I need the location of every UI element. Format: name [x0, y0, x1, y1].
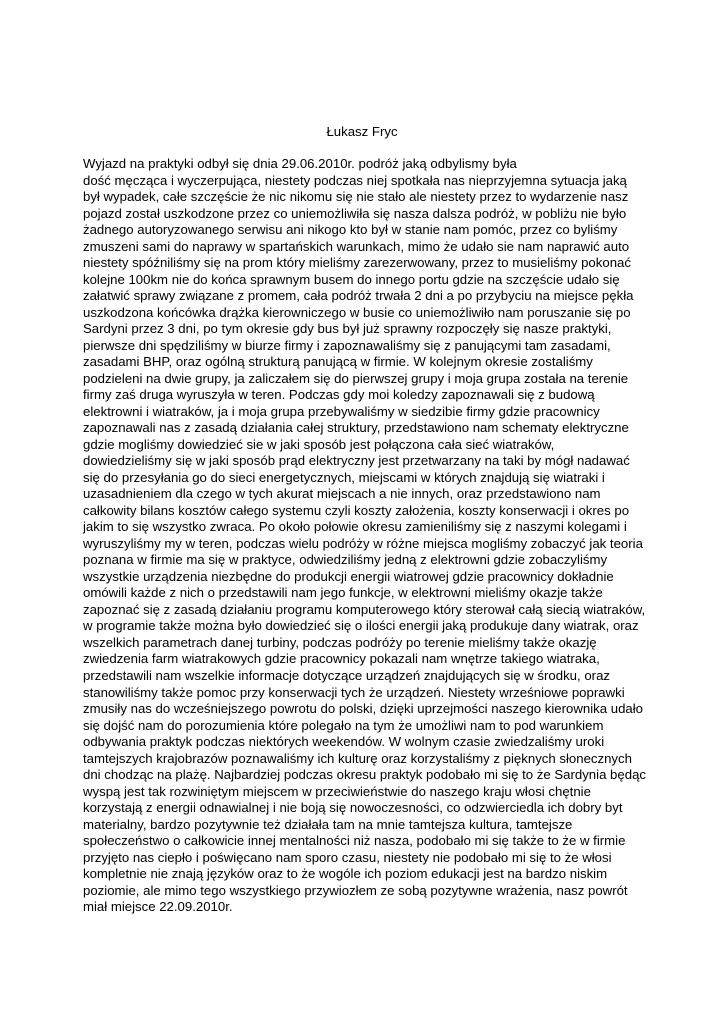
text-line: się do przesyłania go do sieci energetycznych, miejscami w których znajdują się wiatraki i	[83, 469, 605, 485]
text-line: kompletnie nie znają języków oraz to że wogóle ich poziom edukacji jest na bardzo niskim	[83, 866, 608, 882]
text-line: przedstawili nam wszelkie informacje dotyczące urządzeń znajdujących się w środku, oraz	[83, 667, 610, 683]
text-line: uzasadnieniem dla czego w tych akurat miejscach a nie innych, oraz przedstawiono nam	[83, 486, 601, 502]
text-line: był wypadek, całe szczęście że nic nikomu się nie stało ale niestety przez to wydarzenie nasz	[83, 189, 629, 205]
text-line: dość męcząca i wyczerpująca, niestety podczas niej spotkała nas nieprzyjemna sytuacja jaką	[83, 172, 627, 188]
text-line: poziomie, ale mimo tego wszystkiego przywiozłem ze sobą pozytywne wrażenia, nasz powrót	[83, 882, 628, 898]
text-line: stanowiliśmy także pomoc przy konserwacji tych że urządzeń. Niestety wrześniowe poprawki	[83, 684, 625, 700]
text-line: całkowity bilans kosztów całego systemu czyli koszty założenia, koszty konserwacji i okres po	[83, 502, 630, 518]
text-line: poznana w firmie ma się w praktyce, odwiedziliśmy jedną z elektrowni gdzie zobaczyliśmy	[83, 552, 608, 568]
text-line: gdzie mogliśmy dowiedzieć sie w jaki sposób jest połączona cała sieć wiatraków,	[83, 436, 555, 452]
text-line: tamtejszych krajobrazów poznawaliśmy ich kulturę oraz korzystaliśmy z pięknych słonecznych	[83, 750, 632, 766]
text-line: niestety spóźniliśmy się na prom który mieliśmy zarezerwowany, przez to musieliśmy pokonać	[83, 255, 631, 271]
text-line: kolejne 100km nie do końca sprawnym busem do innego portu gdzie na szczęście udało się	[83, 271, 620, 287]
author-name: Łukasz Fryc	[326, 124, 398, 139]
text-line: społeczeństwo o całkowicie innej mentalności niż nasza, podobało mi się także to że w firmie	[83, 833, 626, 849]
text-line: w programie także można było dowiedzieć się o ilości energii jaką produkuje dany wiatrak, oraz	[83, 618, 639, 634]
text-line: zasadami BHP, oraz ogólną strukturą panującą w firmie. W kolejnym okresie zostaliśmy	[83, 354, 593, 370]
text-line: wszystkie urządzenia niezbędne do produkcji energii wiatrowej gdzie pracownicy dokładnie	[83, 568, 614, 584]
text-line: dni chodząc na plażę. Najbardziej podczas okresu praktyk podobało mi się to że Sardynia będąc	[83, 767, 646, 783]
text-line: jakim to się wszystko zwraca. Po około połowie okresu zamieniliśmy się z naszymi kolegami i	[83, 519, 627, 535]
text-line: materialny, bardzo pozytywnie też działała tam na mnie tamtejsza kultura, tamtejsze	[83, 816, 573, 832]
text-line: załatwić sprawy związane z promem, cała podróż trwała 2 dni a po przybyciu na miejsce pękła	[83, 288, 634, 304]
text-line: uszkodzona końcówka drążka kierowniczego w busie co uniemożliwiło nam poruszanie się po	[83, 304, 631, 320]
text-line: wyspą jest tak rozwiniętym miejscem w przeciwieństwie do naszego kraju włosi chętnie	[83, 783, 591, 799]
text-line: Wyjazd na praktyki odbył się dnia 29.06.2010r. podróż jaką odbylismy była	[83, 156, 517, 171]
text-line: zapoznać się z zasadą działaniu programu komputerowego który sterował całą siecią wiatraków,	[83, 601, 646, 617]
text-line: zwiedzenia farm wiatrakowych gdzie pracownicy pokazali nam wnętrze takiego wiatraka,	[83, 651, 600, 667]
text-line: Sardyni przez 3 dni, po tym okresie gdy bus był już sprawny rozpoczęły się nasze praktyki,	[83, 321, 612, 337]
text-line: miał miejsce 22.09.2010r.	[83, 899, 233, 915]
text-line: wszelkich parametrach danej turbiny, podczas podróży po terenie mieliśmy także okazję	[83, 634, 597, 650]
text-line: pierwsze dni spędziliśmy w biurze firmy i zapoznawaliśmy się z panującymi tam zasadami,	[83, 337, 611, 353]
text-line: wyruszyliśmy my w teren, podczas wielu podróży w różne miejsca mogliśmy zobaczyć jak teoria	[83, 535, 643, 551]
text-line: zmuszeni sami do naprawy w spartańskich warunkach, mimo że udało sie nam naprawić auto	[83, 238, 630, 254]
text-line: korzystają z energii odnawialnej i nie boją się nowoczesności, co odzwierciedla ich dobry byt	[83, 800, 623, 816]
text-line: odbywania praktyk podczas niektórych weekendów. W wolnym czasie zwiedzaliśmy uroki	[83, 734, 605, 750]
text-line: żadnego autoryzowanego serwisu ani nikogo kto był w stanie nam pomóc, przez co byliśmy	[83, 222, 618, 238]
text-line: podzieleni na dwie grupy, ja zaliczałem się do pierwszej grupy i moja grupa została na terenie	[83, 370, 629, 386]
text-line: dowiedzieliśmy się w jaki sposób prąd elektryczny jest przetwarzany na taki by mógł nadawać	[83, 453, 630, 469]
report-body	[83, 156, 663, 916]
text-line: omówili każde z nich o przedstawili nam jego funkcje, w elektrowni mieliśmy okazje także	[83, 585, 603, 601]
text-line: przyjęto nas ciepło i poświęcano nam sporo czasu, niestety nie podobało mi się to że włosi	[83, 849, 612, 865]
text-line: firmy zaś druga wyruszyła w teren. Podczas gdy moi koledzy zapoznawali się z budową	[83, 387, 595, 403]
text-line: zapoznawali nas z zasadą działania całej struktury, przedstawiono nam schematy elektryczne	[83, 420, 629, 436]
text-line: się dojść nam do porozumienia które polegało na tym że umożliwi nam to pod warunkiem	[83, 717, 604, 733]
text-line: elektrowni i wiatraków, ja i moja grupa przebywaliśmy w siedzibie firmy gdzie pracownicy	[83, 403, 600, 419]
text-line: zmusiły nas do wcześniejszego powrotu do polski, dzięki uprzejmości naszego kierownika udało	[83, 701, 644, 717]
text-line: pojazd został uszkodzone przez co uniemożliwiła się nasza dalsza podróż, w pobliżu nie było	[83, 205, 627, 221]
